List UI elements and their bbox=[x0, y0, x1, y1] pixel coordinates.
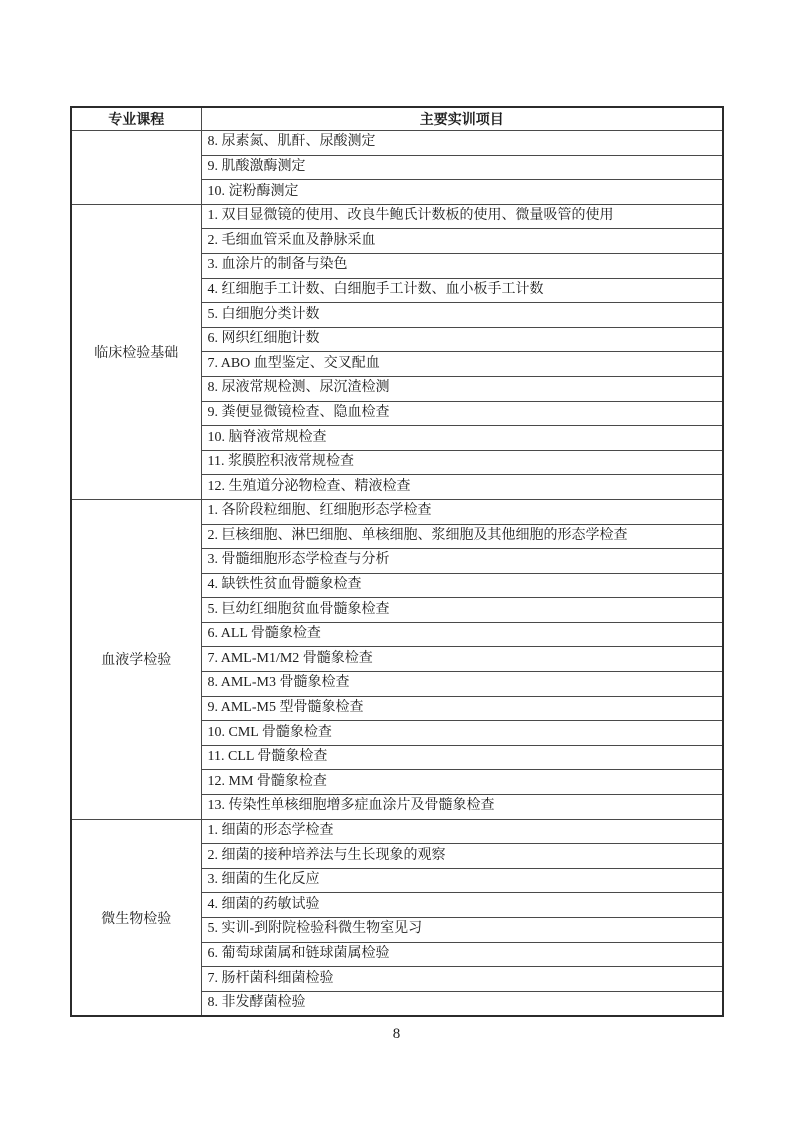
table-row bbox=[71, 131, 723, 156]
training-item-cell: 5. 巨幼红细胞贫血骨髓象检查 bbox=[201, 598, 723, 623]
training-item-cell: 8. 尿液常规检测、尿沉渣检测 bbox=[201, 376, 723, 401]
training-item-cell: 10. CML 骨髓象检查 bbox=[201, 721, 723, 746]
training-item-cell: 8. 非发酵菌检验 bbox=[201, 991, 723, 1016]
table-row bbox=[71, 204, 723, 229]
training-item-cell: 4. 细菌的药敏试验 bbox=[201, 893, 723, 918]
table-row bbox=[71, 819, 723, 844]
training-item-cell: 6. 网织红细胞计数 bbox=[201, 327, 723, 352]
training-item-cell: 12. 生殖道分泌物检查、精液检查 bbox=[201, 475, 723, 500]
training-item-cell: 9. 肌酸激酶测定 bbox=[201, 155, 723, 180]
training-item-cell: 5. 实训-到附院检验科微生物室见习 bbox=[201, 918, 723, 943]
table-row bbox=[71, 499, 723, 524]
training-item-cell: 12. MM 骨髓象检查 bbox=[201, 770, 723, 795]
training-item-cell: 8. AML-M3 骨髓象检查 bbox=[201, 672, 723, 697]
training-item-cell: 1. 双目显微镜的使用、改良牛鲍氏计数板的使用、微量吸管的使用 bbox=[201, 204, 723, 229]
training-projects-table bbox=[70, 106, 724, 1017]
training-item-cell: 3. 血涂片的制备与染色 bbox=[201, 253, 723, 278]
course-cell: 临床检验基础 bbox=[71, 204, 201, 499]
training-item-cell: 8. 尿素氮、肌酐、尿酸测定 bbox=[201, 131, 723, 156]
header-projects: 主要实训项目 bbox=[201, 107, 723, 131]
table-body bbox=[71, 131, 723, 1017]
training-item-cell: 13. 传染性单核细胞增多症血涂片及骨髓象检查 bbox=[201, 795, 723, 820]
table-header bbox=[71, 107, 723, 131]
training-item-cell: 10. 淀粉酶测定 bbox=[201, 180, 723, 205]
course-cell: 微生物检验 bbox=[71, 819, 201, 1016]
training-item-cell: 3. 细菌的生化反应 bbox=[201, 868, 723, 893]
training-item-cell: 1. 各阶段粒细胞、红细胞形态学检查 bbox=[201, 499, 723, 524]
training-item-cell: 2. 巨核细胞、淋巴细胞、单核细胞、浆细胞及其他细胞的形态学检查 bbox=[201, 524, 723, 549]
training-item-cell: 9. 粪便显微镜检查、隐血检查 bbox=[201, 401, 723, 426]
training-item-cell: 9. AML-M5 型骨髓象检查 bbox=[201, 696, 723, 721]
course-cell bbox=[71, 131, 201, 205]
header-course: 专业课程 bbox=[71, 107, 201, 131]
training-item-cell: 4. 红细胞手工计数、白细胞手工计数、血小板手工计数 bbox=[201, 278, 723, 303]
training-item-cell: 2. 细菌的接种培养法与生长现象的观察 bbox=[201, 844, 723, 869]
training-item-cell: 11. CLL 骨髓象检查 bbox=[201, 745, 723, 770]
training-item-cell: 2. 毛细血管采血及静脉采血 bbox=[201, 229, 723, 254]
training-item-cell: 3. 骨髓细胞形态学检查与分析 bbox=[201, 549, 723, 574]
training-item-cell: 6. ALL 骨髓象检查 bbox=[201, 622, 723, 647]
course-cell: 血液学检验 bbox=[71, 499, 201, 819]
training-item-cell: 10. 脑脊液常规检查 bbox=[201, 426, 723, 451]
training-item-cell: 1. 细菌的形态学检查 bbox=[201, 819, 723, 844]
training-item-cell: 7. AML-M1/M2 骨髓象检查 bbox=[201, 647, 723, 672]
header-row bbox=[71, 107, 723, 131]
training-item-cell: 5. 白细胞分类计数 bbox=[201, 303, 723, 328]
training-item-cell: 6. 葡萄球菌属和链球菌属检验 bbox=[201, 942, 723, 967]
training-item-cell: 7. 肠杆菌科细菌检验 bbox=[201, 967, 723, 992]
training-item-cell: 7. ABO 血型鉴定、交叉配血 bbox=[201, 352, 723, 377]
page-number: 8 bbox=[392, 1026, 401, 1042]
training-item-cell: 11. 浆膜腔积液常规检查 bbox=[201, 450, 723, 475]
training-item-cell: 4. 缺铁性贫血骨髓象检查 bbox=[201, 573, 723, 598]
